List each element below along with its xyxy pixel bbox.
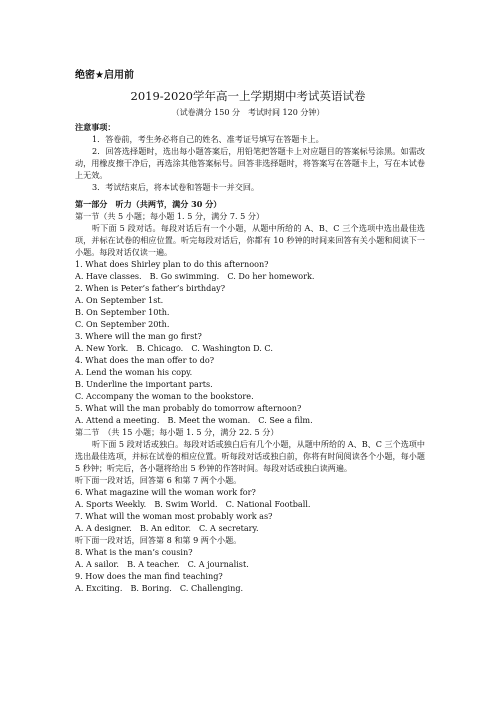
question-6: 6. What magazine will the woman work for? <box>75 487 256 497</box>
note-item-3: 3．考试结束后，将本试卷和答题卡一并交回。 <box>92 182 260 192</box>
question-1: 1. What does Shirley plan to do this afternoon? <box>75 259 269 269</box>
question-3: 3. Where will the man go first? <box>75 331 202 341</box>
question-5: 5. What will the man probably do tomorrow afternoon? <box>75 403 302 413</box>
question-8: 8. What is the man’s cousin? <box>75 547 193 557</box>
question-5-options: A. Attend a meeting. B. Meet the woman. C. See a film. <box>75 415 313 425</box>
question-6-options: A. Sports Weekly. B. Swim World. C. National Football. <box>75 499 311 509</box>
note-item-2: 2．回答选择题时，选出每小题答案后，用铅笔把答题卡上对应题目的答案标号涂黑。如需改动，用橡皮擦干净后，再选涂其他答案标号。回答非选择题时，将答案写在答题卡上，写在本试卷上无效。 <box>75 146 425 180</box>
part1-heading: 第一部分 听力（共两节，满分 30 分） <box>75 199 222 209</box>
question-2-option-b: B. On September 10th. <box>75 307 170 317</box>
section2-instruction: 听下面 5 段对话或独白。每段对话或独白后有几个小题，从题中所给的 A、B、C 三个选项中选出最佳选项，并标在试卷的相应位置。听每段对话或独白前，你将有时间阅读各个小题，每小题 5 秒钟；听完后，各小题将给出 5 秒钟的作答时间。每段对话或独白读两遍。 <box>75 439 425 473</box>
section1-heading: 第一节（共 5 小题；每小题 1. 5 分，满分 7. 5 分） <box>75 211 265 221</box>
question-9-options: A. Exciting. B. Boring. C. Challenging. <box>75 583 244 593</box>
question-1-options: A. Have classes. B. Go swimming. C. Do her homework. <box>75 271 315 281</box>
note-item-1: 1．答卷前，考生务必将自己的姓名、准考证号填写在答题卡上。 <box>92 134 324 144</box>
question-3-options: A. New York. B. Chicago. C. Washington D. C. <box>75 343 273 353</box>
exam-title: 2019-2020学年高一上学期期中考试英语试卷 <box>130 89 366 103</box>
question-7: 7. What will the woman most probably work as? <box>75 511 273 521</box>
group-1-instruction: 听下面一段对话，回答第 6 和第 7 两个小题。 <box>75 475 242 485</box>
question-4-option-a: A. Lend the woman his copy. <box>75 367 193 377</box>
question-9: 9. How does the man find teaching? <box>75 571 223 581</box>
exam-subtitle: （试卷满分 150 分 考试时间 120 分钟） <box>171 108 325 117</box>
section2-heading: 第二节 （共 15 小题；每小题 1. 5 分，满分 22. 5 分） <box>75 427 279 437</box>
question-8-options: A. A sailor. B. A teacher. C. A journalist. <box>75 559 249 569</box>
secret-label: 绝密★启用前 <box>75 70 134 81</box>
group-2-instruction: 听下面一段对话，回答第 8 和第 9 两个小题。 <box>75 535 242 545</box>
question-4-option-b: B. Underline the important parts. <box>75 379 213 389</box>
question-2: 2. When is Peter’s father’s birthday? <box>75 283 226 293</box>
question-2-option-c: C. On September 20th. <box>75 319 170 329</box>
section1-instruction: 听下面 5 段对话。每段对话后有一个小题，从题中所给的 A、B、C 三个选项中选出最佳选项，并标在试卷的相应位置。听完每段对话后，你都有 10 秒钟的时间来回答有关小题和阅读下一小题。每段对话仅读一遍。 <box>75 223 425 257</box>
notes-heading: 注意事项： <box>75 122 116 132</box>
question-2-option-a: A. On September 1st. <box>75 295 164 305</box>
question-7-options: A. A designer. B. An editor. C. A secretary. <box>75 523 259 533</box>
exam-content <box>75 121 425 594</box>
question-4-option-c: C. Accompany the woman to the bookstore. <box>75 391 254 401</box>
question-4: 4. What does the man offer to do? <box>75 355 215 365</box>
